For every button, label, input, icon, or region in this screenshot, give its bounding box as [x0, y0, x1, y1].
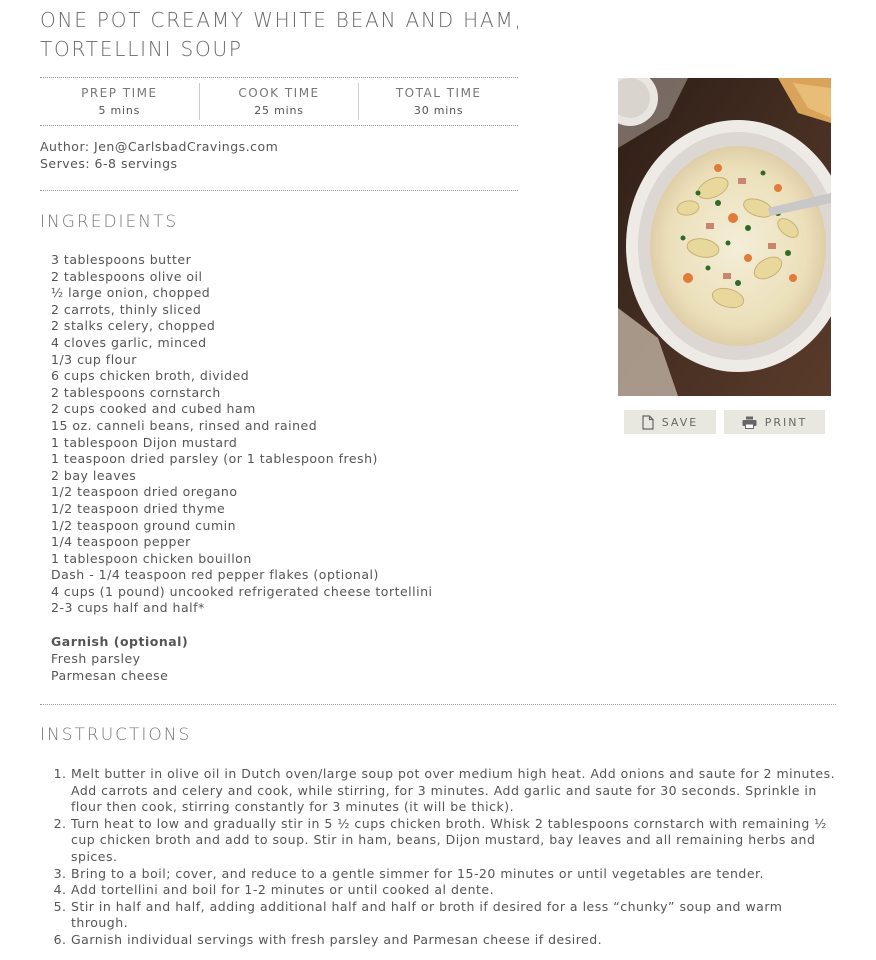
- ingredients-list: [51, 252, 433, 617]
- ingredient-item: 4 cloves garlic, minced: [51, 334, 207, 350]
- recipe-title: ONE POT CREAMY WHITE BEAN AND HAM, TORTELLINI SOUP: [40, 8, 523, 61]
- ingredient-item: 2 stalks celery, chopped: [51, 318, 216, 334]
- total-time: [359, 83, 518, 120]
- ingredient-item: 1/4 teaspoon pepper: [51, 534, 191, 550]
- ingredient-item: 2-3 cups half and half*: [51, 600, 205, 616]
- divider: [40, 704, 836, 705]
- garnish-item: Parmesan cheese: [51, 667, 169, 683]
- cook-time-value: 25 mins: [254, 104, 304, 117]
- recipe-author: Author: Jen@CarlsbadCravings.com: [40, 139, 279, 154]
- ingredient-item: 1 tablespoon Dijon mustard: [51, 434, 238, 450]
- instruction-step: 2. Turn heat to low and gradually stir in 5 ½ cups chicken broth. Whisk 2 tablespoons cornstarch with remaining ½ cup chicken broth and add to soup. Stir in ham, beans, Dijon mustard, bay leaves and all remaining herbs and spices.: [71, 816, 841, 866]
- total-time-label: TOTAL TIME: [395, 86, 482, 100]
- divider: [40, 190, 518, 191]
- ingredient-item: 1 teaspoon dried parsley (or 1 tablespoon fresh): [51, 451, 378, 467]
- recipe-times: [40, 77, 518, 126]
- ingredient-item: 1 tablespoon chicken bouillon: [51, 550, 252, 566]
- prep-time-value: 5 mins: [98, 104, 141, 117]
- instruction-step: 1. Melt butter in olive oil in Dutch oven/large soup pot over medium high heat. Add onions and saute for 2 minutes. Add carrots and celery and cook, while stirring, for 3 minutes. Add garlic and saute for 30 seconds. Sprinkle in flour then cook, stirring constantly for 3 minutes (it will be thick).: [71, 766, 841, 816]
- instructions-heading: INSTRUCTIONS: [40, 725, 192, 745]
- recipe-serves: Serves: 6-8 servings: [40, 156, 178, 171]
- ingredient-item: 2 tablespoons olive oil: [51, 268, 203, 284]
- ingredient-item: 2 tablespoons cornstarch: [51, 384, 221, 400]
- garnish-heading: Garnish (optional): [51, 634, 189, 649]
- print-button[interactable]: [724, 410, 825, 434]
- ingredient-item: 4 cups (1 pound) uncooked refrigerated cheese tortellini: [51, 583, 433, 599]
- cook-time: [200, 83, 360, 120]
- ingredient-item: 1/3 cup flour: [51, 351, 137, 367]
- prep-time: [40, 83, 200, 120]
- ingredients-heading: INGREDIENTS: [40, 212, 179, 232]
- ingredient-item: 6 cups chicken broth, divided: [51, 368, 250, 384]
- save-button[interactable]: [624, 410, 716, 434]
- ingredient-item: 2 bay leaves: [51, 467, 137, 483]
- save-button-label: SAVE: [661, 415, 699, 429]
- cook-time-label: COOK TIME: [238, 86, 320, 100]
- ingredient-item: 1/2 teaspoon dried thyme: [51, 500, 226, 516]
- recipe-meta: [40, 138, 278, 172]
- ingredient-item: ½ large onion, chopped: [51, 285, 211, 301]
- ingredient-item: 15 oz. canneli beans, rinsed and rained: [51, 417, 318, 433]
- instruction-step: 5. Stir in half and half, adding additional half and half or broth if desired for a less “chunky” soup and warm through.: [71, 899, 841, 932]
- ingredient-item: Dash - 1/4 teaspoon red pepper flakes (optional): [51, 567, 379, 583]
- ingredient-item: 2 cups cooked and cubed ham: [51, 401, 256, 417]
- instruction-step: 6. Garnish individual servings with fresh parsley and Parmesan cheese if desired.: [71, 932, 841, 949]
- ingredient-item: 1/2 teaspoon ground cumin: [51, 517, 237, 533]
- instruction-step: 4. Add tortellini and boil for 1-2 minutes or until cooked al dente.: [71, 882, 841, 899]
- instructions-list: [71, 766, 841, 949]
- total-time-value: 30 mins: [413, 104, 464, 117]
- ingredient-item: 3 tablespoons butter: [51, 252, 192, 267]
- soup-bowl-illustration: [618, 78, 831, 396]
- ingredient-item: 1/2 teaspoon dried oregano: [51, 484, 238, 500]
- instruction-step: 3. Bring to a boil; cover, and reduce to a gentle simmer for 15-20 minutes or until vegetables are tender.: [71, 866, 841, 883]
- recipe-photo: [618, 78, 831, 396]
- ingredient-item: 2 carrots, thinly sliced: [51, 301, 202, 317]
- print-button-label: PRINT: [764, 415, 808, 429]
- printer-icon: [742, 416, 757, 429]
- prep-time-label: PREP TIME: [81, 86, 158, 100]
- garnish-item: Fresh parsley: [51, 651, 141, 666]
- document-icon: [642, 415, 654, 430]
- garnish-list: [51, 651, 168, 684]
